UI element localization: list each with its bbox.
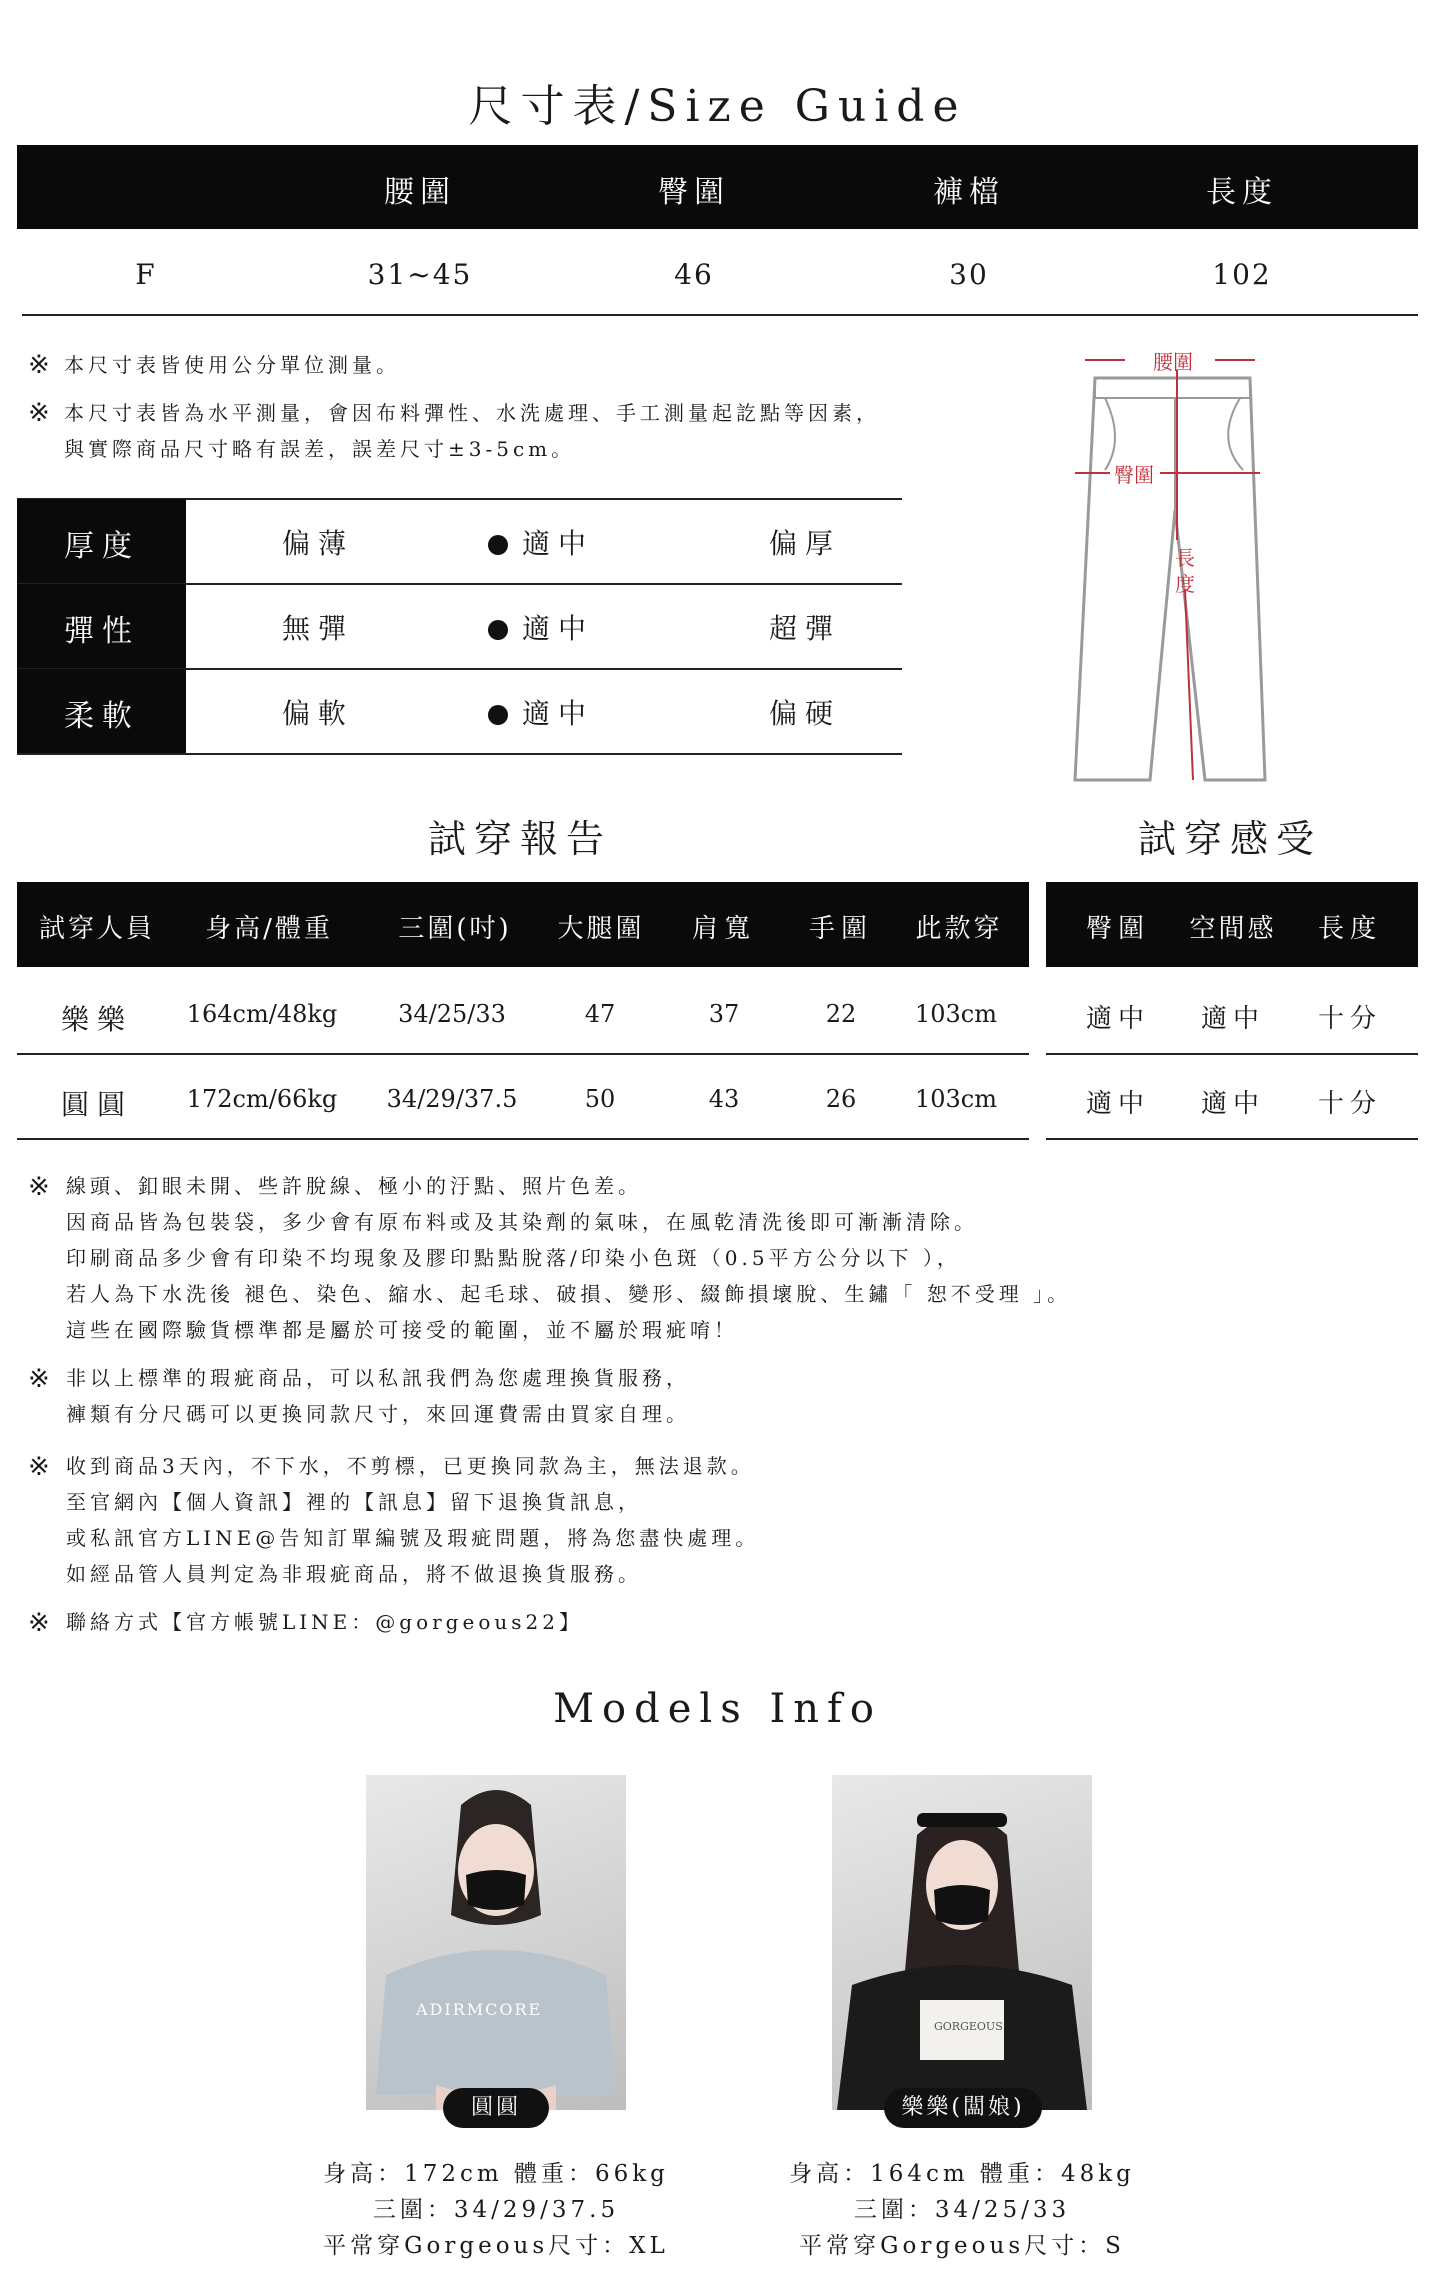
- divider: [17, 1053, 1029, 1055]
- size-waist: 31~45: [367, 258, 473, 291]
- th-shoulder: 肩寬: [691, 914, 757, 944]
- cell-thigh: 50: [584, 1085, 616, 1113]
- model-name-badge: 樂樂(闆娘): [884, 2088, 1042, 2128]
- option-mid-label: 適中: [521, 612, 595, 645]
- cell-shoulder: 37: [708, 1000, 740, 1028]
- th-space: 空間感: [1189, 914, 1277, 944]
- note-line: 聯絡方式【官方帳號LINE：@gorgeous22】: [66, 1610, 583, 1634]
- header-rise: 褲檔: [933, 175, 1005, 210]
- property-label: 厚度: [64, 529, 140, 564]
- cell-height-weight: 164cm/48kg: [186, 1000, 338, 1028]
- header-waist: 腰圍: [384, 175, 456, 210]
- size-hip: 46: [674, 258, 714, 291]
- model-right-size: 平常穿Gorgeous尺寸：S: [799, 2233, 1125, 2259]
- page-title: 尺寸表/Size Guide: [468, 81, 967, 132]
- selected-dot-icon: [488, 705, 508, 725]
- th-length: 長度: [1317, 914, 1383, 944]
- cell-measurements: 34/25/33: [398, 1000, 506, 1028]
- cell-thigh: 47: [584, 1000, 616, 1028]
- trial-report-header: [17, 882, 1029, 967]
- note-mark: ※: [28, 350, 50, 380]
- model-left-size: 平常穿Gorgeous尺寸：XL: [323, 2233, 669, 2259]
- divider: [1046, 1138, 1418, 1140]
- note-line: 至官網內【個人資訊】裡的【訊息】留下退換貨訊息，: [66, 1490, 642, 1514]
- note-tolerance-2: 與實際商品尺寸略有誤差，誤差尺寸±3-5cm。: [64, 437, 576, 461]
- property-label: 柔軟: [64, 699, 140, 734]
- models-title: Models Info: [553, 1686, 882, 1732]
- selected-dot-icon: [488, 535, 508, 555]
- model-shirt-print: GORGEOUS: [934, 2020, 1003, 2033]
- divider: [17, 753, 902, 755]
- note-mark: ※: [28, 1452, 50, 1482]
- note-mark: ※: [28, 1172, 50, 1202]
- cell-length: 十分: [1317, 1089, 1383, 1119]
- note-line: 線頭、釦眼未開、些許脫線、極小的汙點、照片色差。: [66, 1174, 642, 1198]
- model-photo-right: [832, 1775, 1092, 2110]
- option-high: 偏硬: [768, 697, 842, 730]
- size-rise: 30: [949, 258, 989, 291]
- length-label-1: 長: [1175, 546, 1195, 570]
- th-wear: 此款穿: [915, 914, 1003, 944]
- option-mid-label: 適中: [521, 697, 595, 730]
- cell-shoulder: 43: [708, 1085, 740, 1113]
- cell-arm: 22: [825, 1000, 857, 1028]
- option-mid-selected: [488, 692, 594, 732]
- cell-space: 適中: [1200, 1089, 1266, 1119]
- property-label-cell: [17, 584, 186, 668]
- cell-arm: 26: [825, 1085, 857, 1113]
- option-high: 偏厚: [768, 527, 842, 560]
- option-high: 超彈: [768, 612, 842, 645]
- property-label-cell: [17, 669, 186, 753]
- model-silhouette-icon: [832, 1775, 1092, 2110]
- hip-label: 臀圍: [1114, 463, 1154, 487]
- option-low: 偏薄: [281, 527, 355, 560]
- pants-diagram: [1065, 340, 1285, 790]
- note-line: 因商品皆為包裝袋，多少會有原布料或及其染劑的氣味，在風乾清洗後即可漸漸清除。: [66, 1210, 978, 1234]
- model-silhouette-icon: [366, 1775, 626, 2110]
- note-line: 若人為下水洗後 褪色、染色、縮水、起毛球、破損、變形、綴飾損壞脫、生鏽「 恕不受理 」。: [66, 1282, 1072, 1306]
- property-label: 彈性: [64, 614, 140, 649]
- length-label-2: 度: [1175, 572, 1195, 596]
- header-hip: 臀圍: [658, 175, 730, 210]
- model-left-stats: 身高：172cm 體重：66kg: [323, 2161, 669, 2187]
- note-line: 這些在國際驗貨標準都是屬於可接受的範圍，並不屬於瑕疵唷！: [66, 1318, 738, 1342]
- note-tolerance: 本尺寸表皆為水平測量，會因布料彈性、水洗處理、手工測量起訖點等因素，: [64, 401, 880, 425]
- note-mark: ※: [28, 398, 50, 428]
- selected-dot-icon: [488, 620, 508, 640]
- cell-length: 十分: [1317, 1004, 1383, 1034]
- model-photo-left: [366, 1775, 626, 2110]
- th-arm: 手圍: [808, 914, 874, 944]
- th-thigh: 大腿圍: [557, 914, 645, 944]
- th-person: 試穿人員: [38, 914, 156, 944]
- cell-wear: 103cm: [914, 1085, 998, 1113]
- cell-wear: 103cm: [914, 1000, 998, 1028]
- th-hip: 臀圍: [1085, 914, 1151, 944]
- size-length: 102: [1212, 258, 1272, 291]
- cell-person: 圓圓: [60, 1088, 134, 1121]
- divider: [1046, 1053, 1418, 1055]
- note-line: 非以上標準的瑕疵商品，可以私訊我們為您處理換貨服務，: [66, 1366, 690, 1390]
- model-left-measurements: 三圍：34/29/37.5: [372, 2197, 620, 2223]
- note-mark: ※: [28, 1364, 50, 1394]
- cell-person: 樂樂: [60, 1003, 134, 1036]
- trial-feel-title: 試穿感受: [1137, 817, 1323, 861]
- cell-space: 適中: [1200, 1004, 1266, 1034]
- option-low: 偏軟: [281, 697, 355, 730]
- divider: [22, 314, 1418, 316]
- note-mark: ※: [28, 1608, 50, 1638]
- note-line: 印刷商品多少會有印染不均現象及膠印點點脫落/印染小色斑（0.5平方公分以下 ），: [66, 1246, 961, 1270]
- note-line: 或私訊官方LINE@告知訂單編號及瑕疵問題，將為您盡快處理。: [66, 1526, 760, 1550]
- option-mid-label: 適中: [521, 527, 595, 560]
- note-line: 褲類有分尺碼可以更換同款尺寸，來回運費需由買家自理。: [66, 1402, 690, 1426]
- divider: [17, 1138, 1029, 1140]
- cell-measurements: 34/29/37.5: [386, 1085, 518, 1113]
- th-measurements: 三圍(吋): [398, 914, 512, 944]
- size-label: F: [135, 258, 155, 291]
- size-table-header: [17, 145, 1418, 229]
- option-mid-selected: [488, 607, 594, 647]
- cell-height-weight: 172cm/66kg: [186, 1085, 338, 1113]
- trial-feel-header: [1046, 882, 1418, 967]
- waist-label: 腰圍: [1153, 350, 1193, 374]
- property-label-cell: [17, 499, 186, 583]
- note-line: 收到商品3天內，不下水，不剪標，已更換同款為主，無法退款。: [66, 1454, 755, 1478]
- model-name-badge: 圓圓: [443, 2088, 549, 2128]
- model-shirt-print: ADIRMCORE: [416, 2000, 543, 2019]
- option-mid-selected: [488, 522, 594, 562]
- th-height-weight: 身高/體重: [205, 914, 333, 944]
- trial-report-title: 試穿報告: [427, 817, 613, 861]
- cell-hip: 適中: [1085, 1004, 1151, 1034]
- header-length: 長度: [1206, 175, 1278, 210]
- model-right-measurements: 三圍：34/25/33: [853, 2197, 1071, 2223]
- note-line: 如經品管人員判定為非瑕疵商品，將不做退換貨服務。: [66, 1562, 642, 1586]
- model-right-stats: 身高：164cm 體重：48kg: [789, 2161, 1135, 2187]
- option-low: 無彈: [281, 612, 355, 645]
- note-unit: 本尺寸表皆使用公分單位測量。: [64, 353, 400, 377]
- cell-hip: 適中: [1085, 1089, 1151, 1119]
